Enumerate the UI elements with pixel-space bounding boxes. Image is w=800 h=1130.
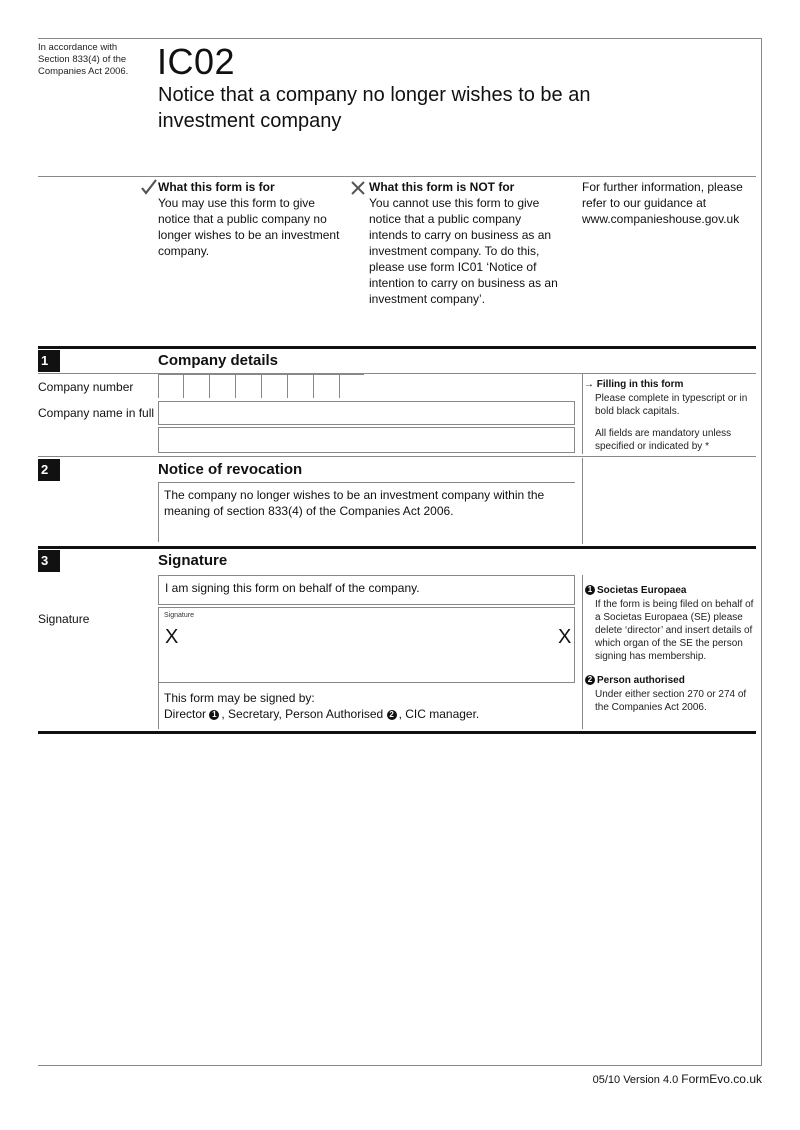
signature-cross-right: X [558,626,572,648]
signature-box-label: Signature [164,612,194,619]
company-number-field[interactable] [158,374,364,398]
section3-rule [38,546,756,549]
section1-side-divider [582,374,583,454]
signed-by-intro: This form may be signed by: [164,691,315,705]
check-icon [140,178,158,196]
section3-side-divider [582,575,583,729]
info-text: For further information, please refer to our guidance at www.companieshouse.gov.uk [582,180,743,226]
note-1-marker: 1 [209,710,219,720]
company-name-field-1[interactable] [158,401,575,425]
page-frame-bottom [38,1065,762,1066]
page-frame-right [761,38,762,1066]
signed-by-list: Director 1 , Secretary, Person Authorised 2 , CIC manager. [164,707,480,721]
not-for-text: You cannot use this form to give notice that a public company intends to carry on business as an investment company. To do this, please use form IC01 ‘Notice of intention to carry on business as an investment company’. [369,196,558,306]
note1-text: If the form is being filed on behalf of a Societas Europaea (SE) please delete ‘director’ and insert details of which organ of the SE the person signing has membership. [595,599,754,662]
section3-number: 3 [38,550,60,572]
for-text: You may use this form to give notice that a public company no longer wishes to be an investment company. [158,196,340,258]
section1-number: 1 [38,350,60,372]
for-heading: What this form is for [158,180,275,194]
arrow-right-icon: → [584,379,594,390]
legal-reference: In accordance with Section 833(4) of the Companies Act 2006. [38,42,129,77]
signature-cross-left: X [165,626,179,648]
section2-title: Notice of revocation [158,461,303,478]
note-2-marker: 2 [387,710,397,720]
section2-box-left [158,482,159,542]
cross-icon [350,180,366,196]
filling-form-text-2: All fields are mandatory unless specified or indicated by * [595,428,732,452]
revocation-text: The company no longer wishes to be an investment company within the meaning of section 833(4) of the Companies Act 2006. [164,488,545,518]
form-title: Notice that a company no longer wishes to be an investment company [158,84,591,132]
filling-form-heading: → Filling in this form [584,379,684,390]
filling-form-text-1: Please complete in typescript or in bold black capitals. [595,393,748,417]
section2-underline [158,482,575,483]
page-frame-top [38,38,762,39]
section3-title: Signature [158,552,228,569]
section1-rule [38,346,756,349]
form-code: IC02 [157,41,236,82]
note2-heading: 2 Person authorised [585,674,685,687]
note2-text: Under either section 270 or 274 of the Companies Act 2006. [595,689,747,713]
footer: 05/10 Version 4.0 FormEvo.co.uk [592,1072,762,1086]
signed-by-box-left [158,683,159,729]
section2-number: 2 [38,459,60,481]
note1-heading: 1 Societas Europaea [585,584,686,597]
signature-field[interactable] [158,607,575,683]
section1-title: Company details [158,352,279,369]
company-name-field-2[interactable] [158,427,575,453]
section2-side-divider [582,458,583,544]
signature-label: Signature [38,612,90,626]
section2-rule [38,456,756,457]
not-for-heading: What this form is NOT for [369,180,515,194]
intro-divider [38,176,756,177]
company-number-label: Company number [38,380,134,394]
company-name-label: Company name in full [38,406,155,420]
section3-bottom-rule [38,731,756,734]
signing-statement: I am signing this form on behalf of the company. [165,581,420,595]
section1-underline [38,373,756,374]
